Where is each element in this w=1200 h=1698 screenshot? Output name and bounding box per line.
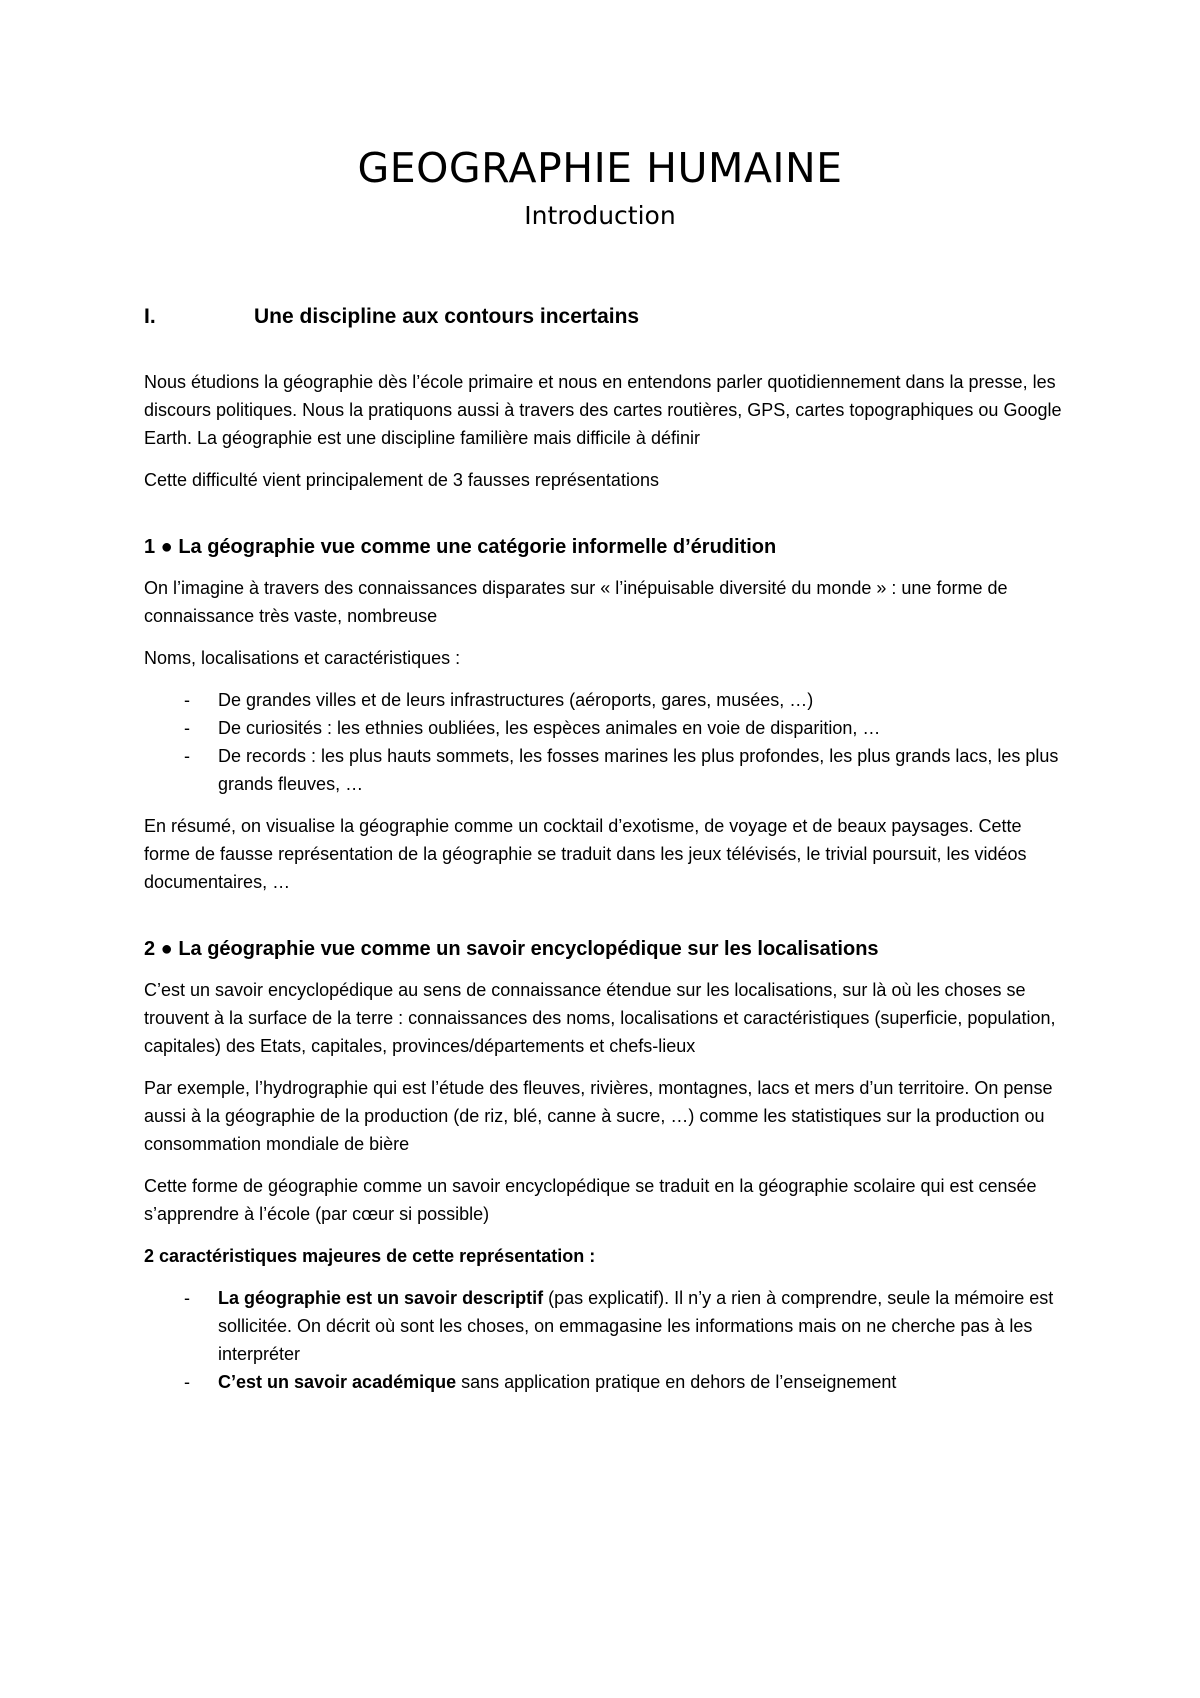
spacer xyxy=(144,508,1064,532)
point-2-paragraph-3: Cette forme de géographie comme un savoir encyclopédique se traduit en la géographie scolaire qui est censée s’apprendre à l’école (par cœur si possible) xyxy=(144,1176,1037,1224)
point-1-list-intro: Noms, localisations et caractéristiques : xyxy=(144,648,461,668)
point-2-heading: 2 ● La géographie vue comme un savoir encyclopédique sur les localisations xyxy=(144,938,879,960)
features-heading-text: 2 caractéristiques majeures de cette représentation : xyxy=(144,1246,596,1266)
document-body xyxy=(144,302,1064,1410)
spacer xyxy=(144,910,1064,934)
list-item-bold: La géographie est un savoir descriptif xyxy=(218,1288,544,1308)
dash-bullet: - xyxy=(184,1288,190,1308)
point-2-features-heading xyxy=(144,1242,1064,1270)
dash-bullet: - xyxy=(184,746,190,766)
list-item xyxy=(144,742,1064,798)
point-1-heading: 1 ● La géographie vue comme une catégorie informelle d’érudition xyxy=(144,536,777,558)
intro-paragraph: Nous étudions la géographie dès l’école primaire et nous en entendons parler quotidiennement dans la presse, les discours politiques. Nous la pratiquons aussi à travers des cartes routières, GPS, cartes topographiques ou Google Earth. La géographie est une discipline familière mais difficile à définir xyxy=(144,372,1062,448)
section-title: Une discipline aux contours incertains xyxy=(254,305,640,328)
point-2-list xyxy=(144,1284,1064,1396)
list-item xyxy=(144,1368,1064,1396)
list-item xyxy=(144,714,1064,742)
section-number: I. xyxy=(144,305,156,328)
point-1-paragraph: On l’imagine à travers des connaissances disparates sur « l’inépuisable diversité du monde » : une forme de connaissance très vaste, nombreuse xyxy=(144,578,1008,626)
dash-bullet: - xyxy=(184,690,190,710)
point-1-list xyxy=(144,686,1064,798)
list-item-text: De curiosités : les ethnies oubliées, les espèces animales en voie de disparition, … xyxy=(218,718,881,738)
document-title: GEOGRAPHIE HUMAINE xyxy=(357,144,843,192)
list-item-text: De grandes villes et de leurs infrastructures (aéroports, gares, musées, …) xyxy=(218,690,814,710)
list-item-bold: C’est un savoir académique xyxy=(218,1372,457,1392)
list-item xyxy=(144,686,1064,714)
point-2-paragraph-2: Par exemple, l’hydrographie qui est l’étude des fleuves, rivières, montagnes, lacs et mers d’un territoire. On pense aussi à la géographie de la production (de riz, blé, canne à sucre, …) comme les statistiques sur la production ou consommation mondiale de bière xyxy=(144,1078,1053,1154)
list-item-text: sans application pratique en dehors de l’enseignement xyxy=(456,1372,897,1392)
list-item-text: De records : les plus hauts sommets, les fosses marines les plus profondes, les plus grands lacs, les plus grands fleuves, … xyxy=(218,746,1059,794)
point-1-summary: En résumé, on visualise la géographie comme un cocktail d’exotisme, de voyage et de beaux paysages. Cette forme de fausse représentation de la géographie se traduit dans les jeux télévisés, le trivial poursuit, les vidéos documentaires, … xyxy=(144,816,1027,892)
document-subtitle: Introduction xyxy=(524,201,676,230)
difficulty-paragraph: Cette difficulté vient principalement de 3 fausses représentations xyxy=(144,470,659,490)
dash-bullet: - xyxy=(184,718,190,738)
point-2-paragraph-1: C’est un savoir encyclopédique au sens de connaissance étendue sur les localisations, sur là où les choses se trouvent à la surface de la terre : connaissances des noms, localisations et caractéristiques (superficie, population, capitales) des Etats, capitales, provinces/départements et chefs-lieux xyxy=(144,980,1056,1056)
list-item-text: (pas explicatif). Il n’y a rien à comprendre, seule la mémoire est sollicitée. On décrit où sont les choses, on emmagasine les informations mais on ne cherche pas à les interpréter xyxy=(218,1288,1054,1364)
list-item xyxy=(144,1284,1064,1368)
dash-bullet: - xyxy=(184,1372,190,1392)
section-heading xyxy=(144,302,1064,332)
